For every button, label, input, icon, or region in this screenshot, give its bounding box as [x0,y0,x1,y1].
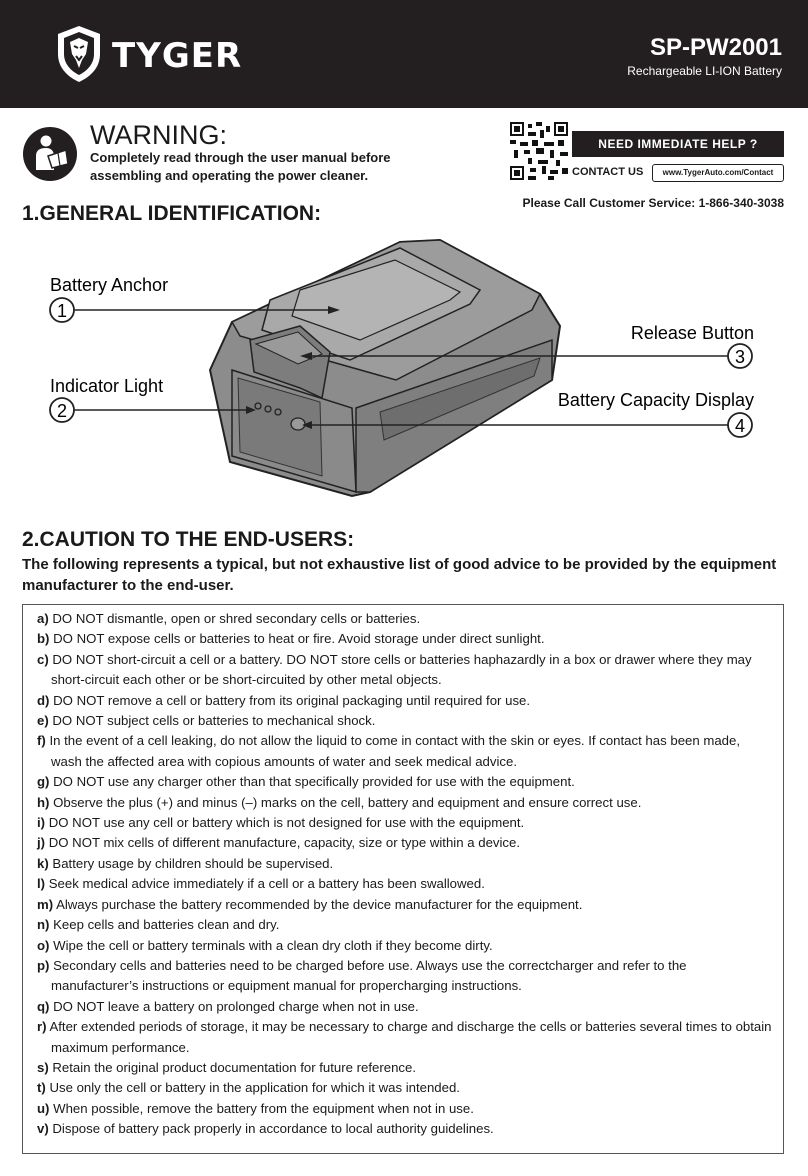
list-item [37,731,773,772]
item-key: m) [37,896,54,912]
item-key: c) [37,651,49,667]
item-key: s) [37,1059,49,1075]
item-text: DO NOT leave a battery on prolonged charge when not in use. [53,998,419,1014]
item-text: After extended periods of storage, it may be necessary to charge and discharge the cells or batteries several times to obtain maximum performance. [49,1019,772,1055]
item-text: In the event of a cell leaking, do not allow the liquid to come in contact with the skin or eyes. If contact has been made, wash the affected area with copious amounts of water and seek medical advice. [49,733,741,769]
list-item [37,1119,773,1139]
item-text: DO NOT use any charger other than that specifically provided for use with the equipment. [53,774,575,790]
warning-title: WARNING: [90,120,227,150]
tiger-shield-logo-icon [54,24,104,84]
brand-name: TYGER [112,36,243,76]
section-2-title: 2.CAUTION TO THE END-USERS: [22,528,355,551]
callout-label-indicator-light: Indicator Light [50,376,164,396]
list-item [37,629,773,649]
item-text: Keep cells and batteries clean and dry. [53,917,280,933]
caution-intro: The following represents a typical, but not exhaustive list of good advice to be provided by the equipment manufacturer to the end-user. [22,556,777,594]
item-key: e) [37,713,49,729]
list-item [37,609,773,629]
item-key: u) [37,1100,50,1116]
model-number: SP-PW2001 [649,34,782,61]
item-text: DO NOT dismantle, open or shred secondary cells or batteries. [52,611,421,626]
callout-number: 3 [734,347,746,367]
list-item [37,1099,773,1119]
list-item [37,936,773,956]
need-help-banner: NEED IMMEDIATE HELP ? [572,131,784,157]
item-text: Battery usage by children should be supervised. [52,855,334,871]
item-key: h) [37,794,50,810]
section-1-title: 1.GENERAL IDENTIFICATION: [22,202,322,225]
list-item [37,915,773,935]
item-text: DO NOT subject cells or batteries to mechanical shock. [52,713,376,729]
list-item [37,711,773,731]
product-subtitle: Rechargeable LI-ION Battery [627,64,782,78]
callout-number: 1 [56,301,68,321]
item-text: When possible, remove the battery from the equipment when not in use. [53,1100,474,1116]
item-key: b) [37,631,50,647]
contact-us-label: CONTACT US [572,166,644,178]
item-text: DO NOT expose cells or batteries to heat or fire. Avoid storage under direct sunlight. [53,631,545,647]
item-text: Wipe the cell or battery terminals with a clean dry cloth if they become dirty. [53,937,493,953]
item-text: Use only the cell or battery in the application for which it was intended. [49,1080,460,1096]
item-text: Retain the original product documentation for future reference. [52,1059,417,1075]
item-key: g) [37,774,50,790]
item-text: Observe the plus (+) and minus (–) marks on the cell, battery and equipment and ensure correct use. [53,794,642,810]
item-text: Dispose of battery pack properly in accordance to local authority guidelines. [52,1121,494,1137]
item-key: q) [37,998,50,1014]
list-item [37,772,773,792]
list-item [37,833,773,853]
list-item [37,997,773,1017]
caution-list [22,604,784,1154]
list-item [37,895,773,915]
callout-label-release-button: Release Button [630,323,754,343]
read-manual-icon [22,126,78,182]
customer-service-phone: Please Call Customer Service: 1-866-340-3038 [522,196,784,210]
item-text: DO NOT use any cell or battery which is not designed for use with the equipment. [48,815,525,831]
item-text: DO NOT mix cells of different manufacture, capacity, size or type within a device. [48,835,521,851]
list-item [37,874,773,894]
list-item [37,1017,773,1058]
list-item [37,956,773,997]
item-key: j) [37,835,46,851]
item-text: DO NOT remove a cell or battery from its original packaging until required for use. [53,692,531,708]
list-item [37,793,773,813]
item-text: DO NOT short-circuit a cell or a battery. DO NOT store cells or batteries haphazardly in a box or drawer where they may short-circuit each other or be short-circuited by other metal objects. [51,651,752,688]
item-key: f) [37,733,46,749]
qr-code[interactable] [510,122,568,180]
item-text: Secondary cells and batteries need to be charged before use. Always use the correctcharger and refer to the manufacturer’s instructions or equipment manual for propercharging instructions. [51,957,687,994]
item-key: p) [37,957,50,973]
item-key: i) [37,815,46,831]
list-item [37,854,773,874]
item-key: r) [37,1019,47,1035]
list-item [37,1058,773,1078]
item-key: n) [37,917,50,933]
callout-label-battery-anchor: Battery Anchor [50,275,169,295]
callout-number: 2 [56,401,68,421]
contact-url-link[interactable]: www.TygerAuto.com/Contact [652,164,784,182]
list-item [37,1078,773,1098]
item-key: v) [37,1121,49,1137]
battery-illustration [210,240,560,496]
item-key: k) [37,855,49,871]
item-key: a) [37,611,49,626]
item-key: t) [37,1080,46,1096]
callout-number: 4 [734,416,746,436]
header-bar [0,0,808,108]
warning-text: Completely read through the user manual before assembling and operating the power cleaner. [90,150,391,183]
callout-label-capacity-display: Battery Capacity Display [557,390,754,410]
battery-diagram [0,230,808,520]
item-key: d) [37,692,50,708]
list-item [37,691,773,711]
list-item [37,650,773,691]
list-item [37,813,773,833]
item-key: l) [37,876,46,892]
item-text: Seek medical advice immediately if a cell or a battery has been swallowed. [48,876,485,892]
item-text: Always purchase the battery recommended by the device manufacturer for the equipment. [56,896,583,912]
item-key: o) [37,937,50,953]
